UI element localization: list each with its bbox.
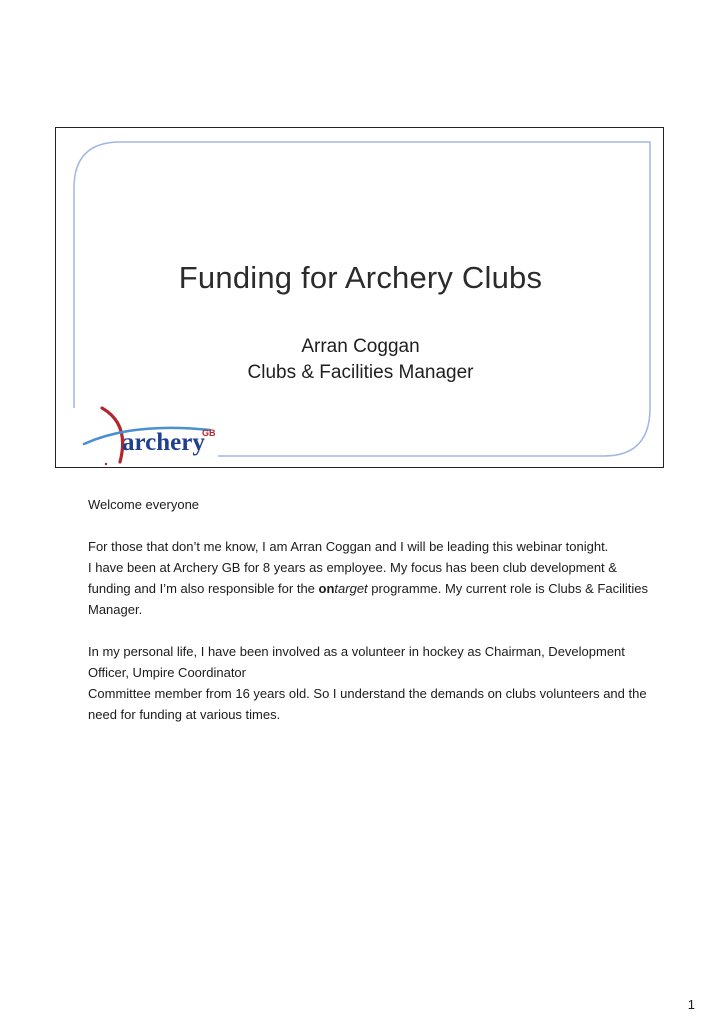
notes-intro-suffix: programme. My current role is Clubs & Facilities Manager. — [88, 581, 648, 617]
presenter-role: Clubs & Facilities Manager — [247, 362, 474, 383]
svg-text:archery: archery — [122, 429, 205, 456]
programme-name-target: target — [334, 581, 368, 596]
notes-intro-line1: For those that don’t me know, I am Arran Coggan and I will be leading this webinar tonight. — [88, 539, 609, 554]
speaker-notes — [88, 494, 648, 725]
presenter-name: Arran Coggan — [301, 336, 420, 357]
archery-gb-logo — [82, 404, 222, 468]
slide-thumbnail — [55, 127, 664, 468]
svg-text:GB: GB — [202, 428, 216, 438]
notes-personal-line2: Committee member from 16 years old. So I understand the demands on clubs volunteers and the need for funding at various times. — [88, 686, 647, 722]
page-number: 1 — [687, 997, 695, 1012]
notes-intro-line2 — [88, 557, 648, 620]
slide-title: Funding for Archery Clubs — [178, 260, 543, 295]
notes-welcome: Welcome everyone — [88, 497, 200, 512]
presenter-block — [56, 334, 664, 386]
programme-name-on: on — [318, 581, 335, 596]
notes-personal-line1: In my personal life, I have been involved as a volunteer in hockey as Chairman, Development Officer, Umpire Coordinator — [88, 644, 625, 680]
notes-intro-prefix: I have been at Archery GB for 8 years as employee. My focus has been club development & funding and I’m also responsible for the — [88, 560, 617, 596]
